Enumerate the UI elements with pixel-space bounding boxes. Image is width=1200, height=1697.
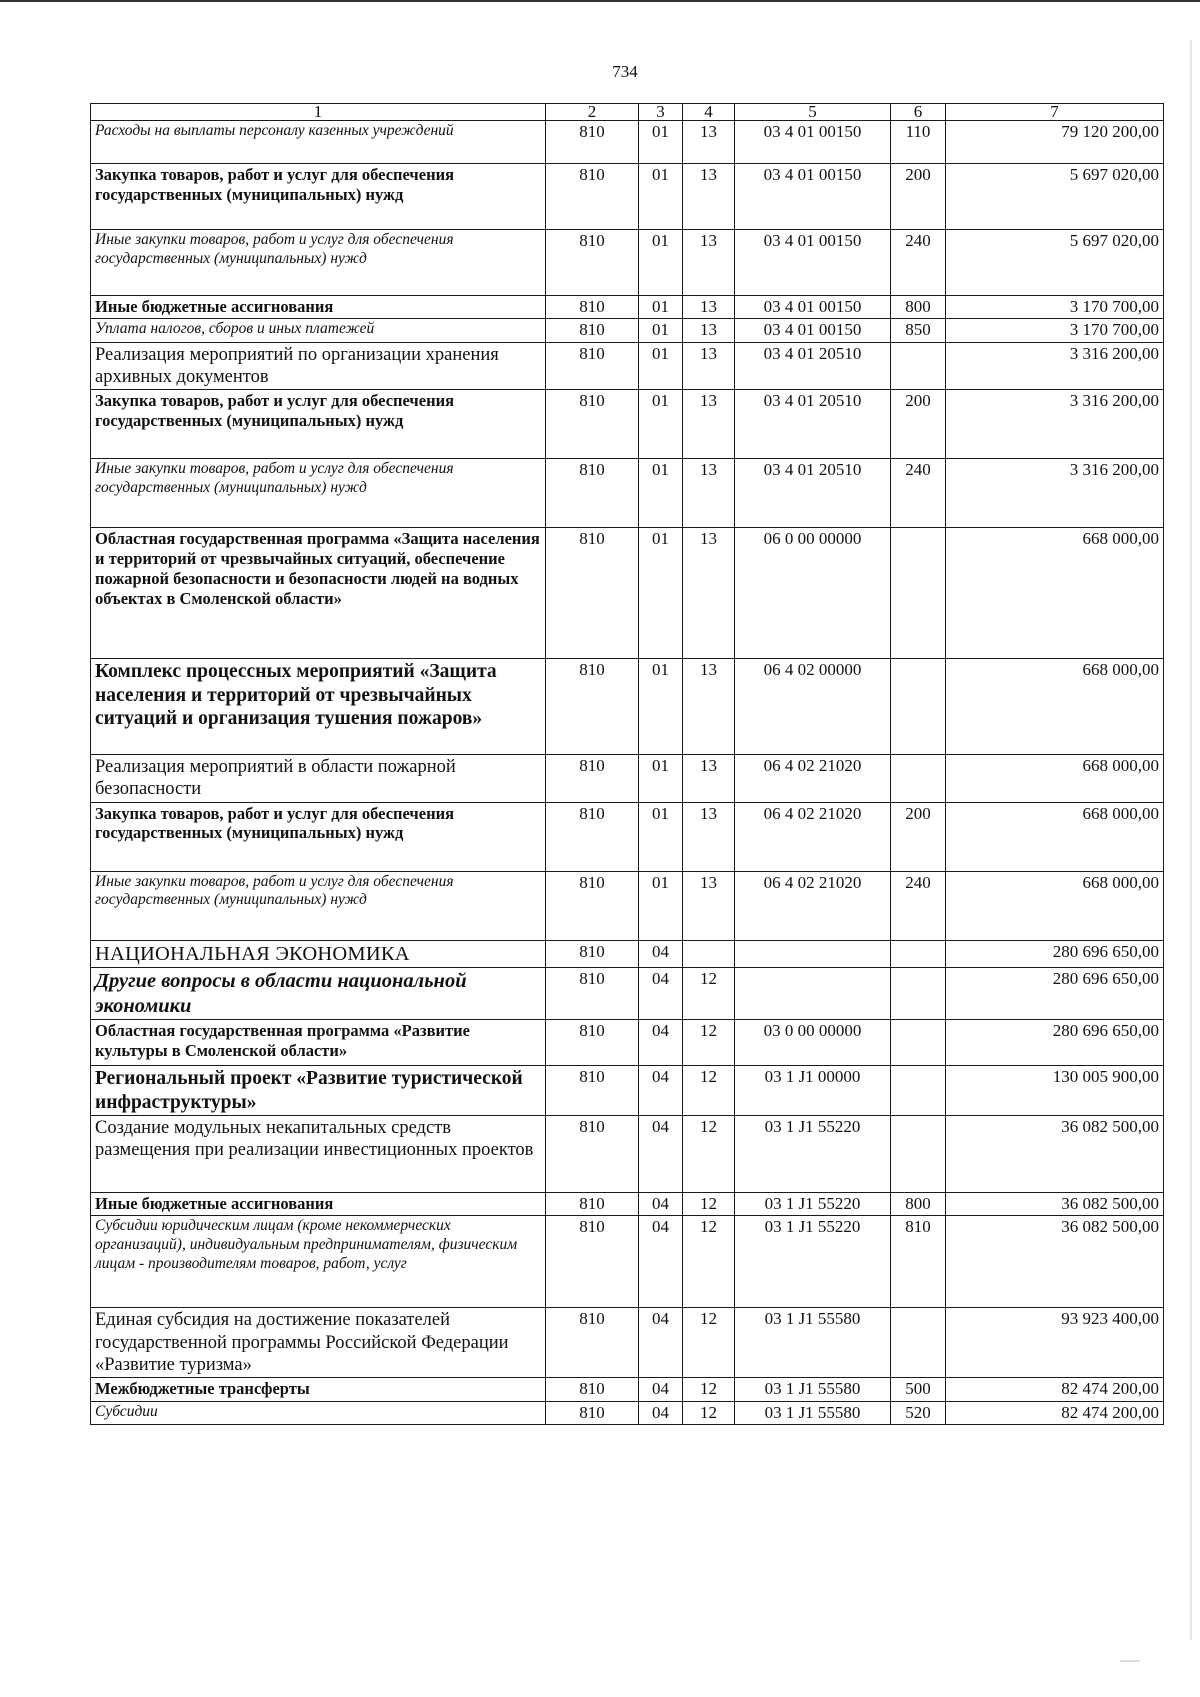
row-code-2-cell: 810 [546, 1020, 639, 1066]
row-code-4-cell: 13 [683, 121, 735, 164]
row-amount-cell: 130 005 900,00 [946, 1066, 1164, 1116]
row-code-4-cell: 13 [683, 164, 735, 230]
row-code-5-cell [735, 940, 891, 968]
table-row [91, 755, 1164, 802]
table-row [91, 968, 1164, 1020]
row-name-cell: НАЦИОНАЛЬНАЯ ЭКОНОМИКА [91, 940, 546, 968]
row-name-cell: Межбюджетные трансферты [91, 1378, 546, 1401]
table-body [91, 121, 1164, 1425]
table-row [91, 164, 1164, 230]
row-code-2-cell: 810 [546, 296, 639, 319]
row-code-3-cell: 01 [639, 164, 683, 230]
budget-table [90, 103, 1164, 1425]
row-code-6-cell: 800 [891, 1193, 946, 1216]
table-row [91, 1020, 1164, 1066]
row-code-2-cell: 810 [546, 1308, 639, 1378]
scan-mark [1120, 1660, 1140, 1662]
row-code-3-cell: 04 [639, 1193, 683, 1216]
row-code-2-cell: 810 [546, 871, 639, 940]
row-code-6-cell: 110 [891, 121, 946, 164]
row-name-cell: Иные закупки товаров, работ и услуг для обеспечения государственных (муниципальных) нужд [91, 871, 546, 940]
row-amount-cell: 93 923 400,00 [946, 1308, 1164, 1378]
table-row [91, 319, 1164, 342]
row-code-4-cell: 12 [683, 1193, 735, 1216]
row-code-3-cell: 01 [639, 755, 683, 802]
row-amount-cell: 3 316 200,00 [946, 342, 1164, 389]
page-number: 734 [612, 62, 638, 81]
row-code-2-cell: 810 [546, 1216, 639, 1308]
row-code-3-cell: 01 [639, 230, 683, 296]
scan-top-edge [0, 0, 1200, 12]
row-code-5-cell: 06 4 02 00000 [735, 659, 891, 755]
row-code-2-cell: 810 [546, 940, 639, 968]
row-code-4-cell: 12 [683, 1401, 735, 1424]
row-code-5-cell: 03 4 01 00150 [735, 121, 891, 164]
row-code-4-cell [683, 940, 735, 968]
table-row [91, 1066, 1164, 1116]
row-code-5-cell [735, 968, 891, 1020]
row-code-3-cell: 04 [639, 1378, 683, 1401]
column-header-5: 5 [735, 104, 891, 121]
table-row [91, 459, 1164, 528]
row-code-5-cell: 03 4 01 00150 [735, 230, 891, 296]
row-code-4-cell: 12 [683, 968, 735, 1020]
row-code-3-cell: 01 [639, 871, 683, 940]
row-code-5-cell: 03 4 01 20510 [735, 342, 891, 389]
row-code-4-cell: 13 [683, 755, 735, 802]
row-code-4-cell: 13 [683, 230, 735, 296]
row-amount-cell: 3 316 200,00 [946, 459, 1164, 528]
row-code-2-cell: 810 [546, 968, 639, 1020]
row-code-4-cell: 13 [683, 319, 735, 342]
row-code-6-cell [891, 342, 946, 389]
row-code-4-cell: 13 [683, 802, 735, 871]
row-code-3-cell: 01 [639, 802, 683, 871]
row-code-2-cell: 810 [546, 1401, 639, 1424]
row-name-cell: Региональный проект «Развитие туристической инфраструктуры» [91, 1066, 546, 1116]
row-code-3-cell: 01 [639, 659, 683, 755]
row-amount-cell: 3 170 700,00 [946, 296, 1164, 319]
row-code-3-cell: 01 [639, 342, 683, 389]
row-code-3-cell: 01 [639, 390, 683, 459]
table-row [91, 528, 1164, 659]
table-row [91, 940, 1164, 968]
row-code-4-cell: 13 [683, 296, 735, 319]
row-name-cell: Другие вопросы в области национальной экономики [91, 968, 546, 1020]
table-row [91, 1378, 1164, 1401]
table-row [91, 121, 1164, 164]
row-code-3-cell: 04 [639, 1216, 683, 1308]
row-name-cell: Реализация мероприятий по организации хранения архивных документов [91, 342, 546, 389]
row-code-6-cell [891, 1020, 946, 1066]
row-code-3-cell: 04 [639, 1020, 683, 1066]
row-code-4-cell: 13 [683, 871, 735, 940]
row-amount-cell: 668 000,00 [946, 755, 1164, 802]
table-row [91, 1193, 1164, 1216]
table-row [91, 1401, 1164, 1424]
row-code-6-cell: 850 [891, 319, 946, 342]
row-code-4-cell: 13 [683, 459, 735, 528]
row-code-5-cell: 03 1 J1 55580 [735, 1401, 891, 1424]
row-code-3-cell: 01 [639, 459, 683, 528]
table-row [91, 1308, 1164, 1378]
row-code-5-cell: 03 4 01 00150 [735, 319, 891, 342]
row-code-5-cell: 03 4 01 00150 [735, 164, 891, 230]
row-amount-cell: 3 316 200,00 [946, 390, 1164, 459]
row-amount-cell: 280 696 650,00 [946, 940, 1164, 968]
row-code-6-cell [891, 940, 946, 968]
row-code-2-cell: 810 [546, 342, 639, 389]
row-code-5-cell: 03 1 J1 55580 [735, 1378, 891, 1401]
row-code-6-cell [891, 1116, 946, 1193]
table-row [91, 1116, 1164, 1193]
row-name-cell: Областная государственная программа «Развитие культуры в Смоленской области» [91, 1020, 546, 1066]
row-name-cell: Уплата налогов, сборов и иных платежей [91, 319, 546, 342]
row-code-4-cell: 12 [683, 1216, 735, 1308]
row-code-3-cell: 01 [639, 121, 683, 164]
row-code-2-cell: 810 [546, 1378, 639, 1401]
column-header-7: 7 [946, 104, 1164, 121]
row-name-cell: Расходы на выплаты персоналу казенных учреждений [91, 121, 546, 164]
row-name-cell: Закупка товаров, работ и услуг для обеспечения государственных (муниципальных) нужд [91, 390, 546, 459]
row-name-cell: Иные закупки товаров, работ и услуг для обеспечения государственных (муниципальных) нужд [91, 230, 546, 296]
row-code-5-cell: 03 4 01 00150 [735, 296, 891, 319]
row-code-6-cell [891, 659, 946, 755]
scan-right-shadow [1190, 40, 1192, 1640]
row-code-6-cell: 240 [891, 230, 946, 296]
table-row [91, 802, 1164, 871]
column-header-6: 6 [891, 104, 946, 121]
row-name-cell: Комплекс процессных мероприятий «Защита населения и территорий от чрезвычайных ситуаций и организация тушения пожаров» [91, 659, 546, 755]
row-code-4-cell: 12 [683, 1308, 735, 1378]
row-code-2-cell: 810 [546, 459, 639, 528]
row-code-6-cell: 240 [891, 459, 946, 528]
row-code-5-cell: 06 4 02 21020 [735, 802, 891, 871]
row-code-2-cell: 810 [546, 319, 639, 342]
row-name-cell: Иные бюджетные ассигнования [91, 296, 546, 319]
row-code-5-cell: 06 0 00 00000 [735, 528, 891, 659]
row-name-cell: Закупка товаров, работ и услуг для обеспечения государственных (муниципальных) нужд [91, 164, 546, 230]
row-code-6-cell: 200 [891, 390, 946, 459]
row-amount-cell: 5 697 020,00 [946, 230, 1164, 296]
table-row [91, 296, 1164, 319]
row-code-6-cell [891, 1066, 946, 1116]
row-amount-cell: 36 082 500,00 [946, 1216, 1164, 1308]
row-code-2-cell: 810 [546, 802, 639, 871]
row-code-6-cell [891, 755, 946, 802]
row-code-3-cell: 04 [639, 1401, 683, 1424]
row-code-3-cell: 04 [639, 968, 683, 1020]
row-code-2-cell: 810 [546, 1193, 639, 1216]
row-code-4-cell: 12 [683, 1378, 735, 1401]
row-amount-cell: 36 082 500,00 [946, 1116, 1164, 1193]
row-code-5-cell: 06 4 02 21020 [735, 871, 891, 940]
row-code-5-cell: 06 4 02 21020 [735, 755, 891, 802]
row-code-2-cell: 810 [546, 1066, 639, 1116]
row-code-2-cell: 810 [546, 164, 639, 230]
row-code-5-cell: 03 1 J1 55220 [735, 1193, 891, 1216]
row-code-6-cell: 810 [891, 1216, 946, 1308]
table-row [91, 230, 1164, 296]
row-code-2-cell: 810 [546, 755, 639, 802]
row-amount-cell: 82 474 200,00 [946, 1401, 1164, 1424]
row-amount-cell: 280 696 650,00 [946, 1020, 1164, 1066]
row-code-6-cell [891, 968, 946, 1020]
row-code-5-cell: 03 1 J1 55220 [735, 1216, 891, 1308]
row-amount-cell: 36 082 500,00 [946, 1193, 1164, 1216]
row-code-6-cell [891, 528, 946, 659]
row-amount-cell: 668 000,00 [946, 871, 1164, 940]
row-code-5-cell: 03 1 J1 00000 [735, 1066, 891, 1116]
row-code-5-cell: 03 1 J1 55580 [735, 1308, 891, 1378]
table-row [91, 342, 1164, 389]
row-code-2-cell: 810 [546, 659, 639, 755]
row-code-6-cell: 800 [891, 296, 946, 319]
row-code-2-cell: 810 [546, 390, 639, 459]
table-row [91, 659, 1164, 755]
row-code-5-cell: 03 4 01 20510 [735, 390, 891, 459]
row-code-5-cell: 03 1 J1 55220 [735, 1116, 891, 1193]
row-code-4-cell: 13 [683, 342, 735, 389]
row-code-5-cell: 03 0 00 00000 [735, 1020, 891, 1066]
table-row [91, 871, 1164, 940]
row-name-cell: Иные закупки товаров, работ и услуг для обеспечения государственных (муниципальных) нужд [91, 459, 546, 528]
row-code-5-cell: 03 4 01 20510 [735, 459, 891, 528]
row-code-3-cell: 01 [639, 528, 683, 659]
row-amount-cell: 668 000,00 [946, 528, 1164, 659]
row-code-3-cell: 04 [639, 1116, 683, 1193]
row-code-4-cell: 13 [683, 390, 735, 459]
row-amount-cell: 82 474 200,00 [946, 1378, 1164, 1401]
header-row [91, 104, 1164, 121]
row-name-cell: Реализация мероприятий в области пожарной безопасности [91, 755, 546, 802]
row-amount-cell: 668 000,00 [946, 802, 1164, 871]
row-code-4-cell: 12 [683, 1020, 735, 1066]
row-name-cell: Единая субсидия на достижение показателей государственной программы Российской Федерации «Развитие туризма» [91, 1308, 546, 1378]
row-code-2-cell: 810 [546, 230, 639, 296]
column-header-2: 2 [546, 104, 639, 121]
row-code-2-cell: 810 [546, 121, 639, 164]
row-name-cell: Субсидии юридическим лицам (кроме некоммерческих организаций), индивидуальным предпринимателям, физическим лицам - производителям товаров, работ, услуг [91, 1216, 546, 1308]
column-header-3: 3 [639, 104, 683, 121]
column-header-4: 4 [683, 104, 735, 121]
column-header-1: 1 [91, 104, 546, 121]
row-code-2-cell: 810 [546, 1116, 639, 1193]
row-code-3-cell: 04 [639, 1066, 683, 1116]
row-code-4-cell: 13 [683, 659, 735, 755]
row-code-6-cell: 240 [891, 871, 946, 940]
row-code-2-cell: 810 [546, 528, 639, 659]
row-name-cell: Областная государственная программа «Защита населения и территорий от чрезвычайных ситуаций, обеспечение пожарной безопасности и безопасности людей на водных объектах в Смоленской области» [91, 528, 546, 659]
table-row [91, 1216, 1164, 1308]
row-code-3-cell: 04 [639, 940, 683, 968]
row-code-6-cell: 500 [891, 1378, 946, 1401]
row-name-cell: Субсидии [91, 1401, 546, 1424]
row-name-cell: Создание модульных некапитальных средств размещения при реализации инвестиционных проектов [91, 1116, 546, 1193]
row-amount-cell: 3 170 700,00 [946, 319, 1164, 342]
row-code-4-cell: 12 [683, 1116, 735, 1193]
row-code-4-cell: 12 [683, 1066, 735, 1116]
row-amount-cell: 79 120 200,00 [946, 121, 1164, 164]
row-amount-cell: 280 696 650,00 [946, 968, 1164, 1020]
row-code-6-cell: 200 [891, 802, 946, 871]
row-amount-cell: 5 697 020,00 [946, 164, 1164, 230]
row-amount-cell: 668 000,00 [946, 659, 1164, 755]
row-code-3-cell: 01 [639, 319, 683, 342]
table-row [91, 390, 1164, 459]
row-code-3-cell: 01 [639, 296, 683, 319]
row-code-6-cell [891, 1308, 946, 1378]
row-code-4-cell: 13 [683, 528, 735, 659]
row-code-6-cell: 200 [891, 164, 946, 230]
row-code-6-cell: 520 [891, 1401, 946, 1424]
row-name-cell: Иные бюджетные ассигнования [91, 1193, 546, 1216]
row-name-cell: Закупка товаров, работ и услуг для обеспечения государственных (муниципальных) нужд [91, 802, 546, 871]
row-code-3-cell: 04 [639, 1308, 683, 1378]
